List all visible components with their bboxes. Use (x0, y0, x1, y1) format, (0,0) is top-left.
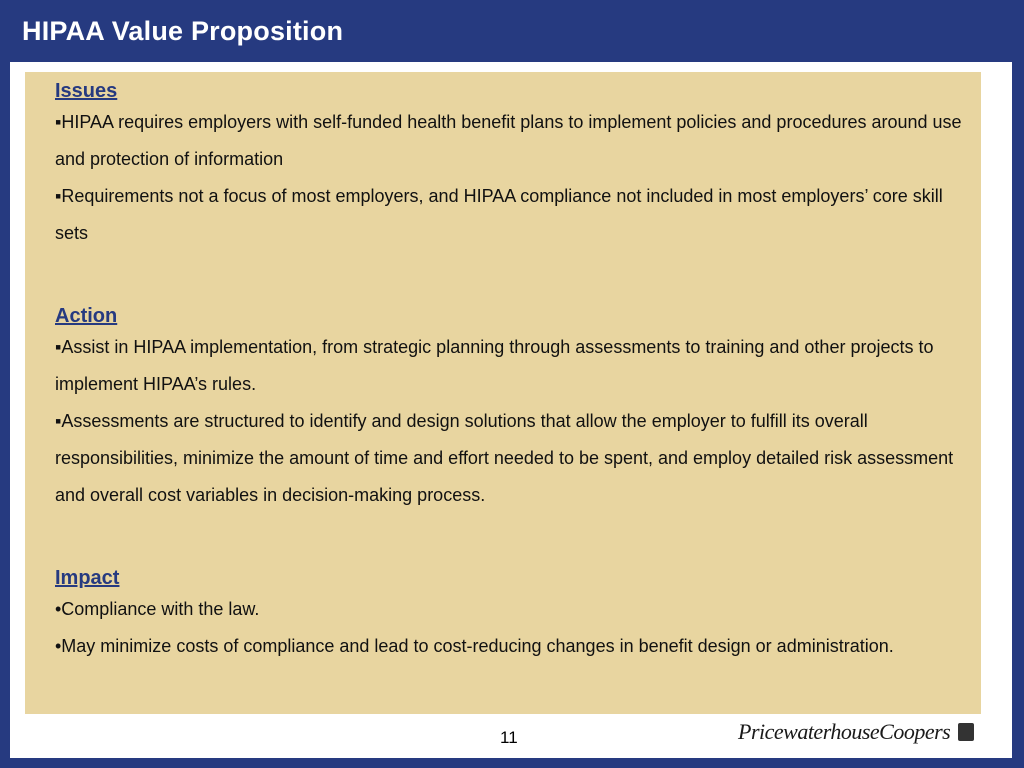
action-bullet-2: ▪Assessments are structured to identify and design solutions that allow the employer to fulfill its overall responsibilities, minimize the amount of time and effort needed to be spent, and employ detailed risk assessment and overall cost variables in decision-making process. (55, 411, 954, 505)
action-section (55, 303, 965, 514)
impact-bullet-1: •Compliance with the law. (55, 599, 260, 619)
content-panel (25, 72, 981, 714)
slide-title: HIPAA Value Proposition (22, 16, 344, 46)
impact-bullet-2: •May minimize costs of compliance and lead to cost-reducing changes in benefit design or administration. (55, 636, 894, 656)
page-number: 11 (500, 728, 518, 747)
issues-section (55, 78, 965, 252)
action-bullet-1: ▪Assist in HIPAA implementation, from strategic planning through assessments to training and other projects to implement HIPAA’s rules. (55, 337, 934, 394)
issues-bullet-1: ▪HIPAA requires employers with self-funded health benefit plans to implement policies and procedures around use and protection of information (55, 112, 962, 169)
pwc-logo (738, 714, 974, 750)
pwc-seal-icon (958, 723, 974, 741)
issues-heading: Issues (55, 80, 118, 102)
action-heading: Action (55, 305, 118, 327)
issues-bullet-2: ▪Requirements not a focus of most employers, and HIPAA compliance not included in most employers’ core skill sets (55, 186, 943, 243)
impact-section (55, 565, 965, 665)
title-bar (0, 0, 1024, 62)
pwc-logo-text: PricewaterhouseCoopers (738, 719, 951, 744)
impact-heading: Impact (55, 567, 120, 589)
